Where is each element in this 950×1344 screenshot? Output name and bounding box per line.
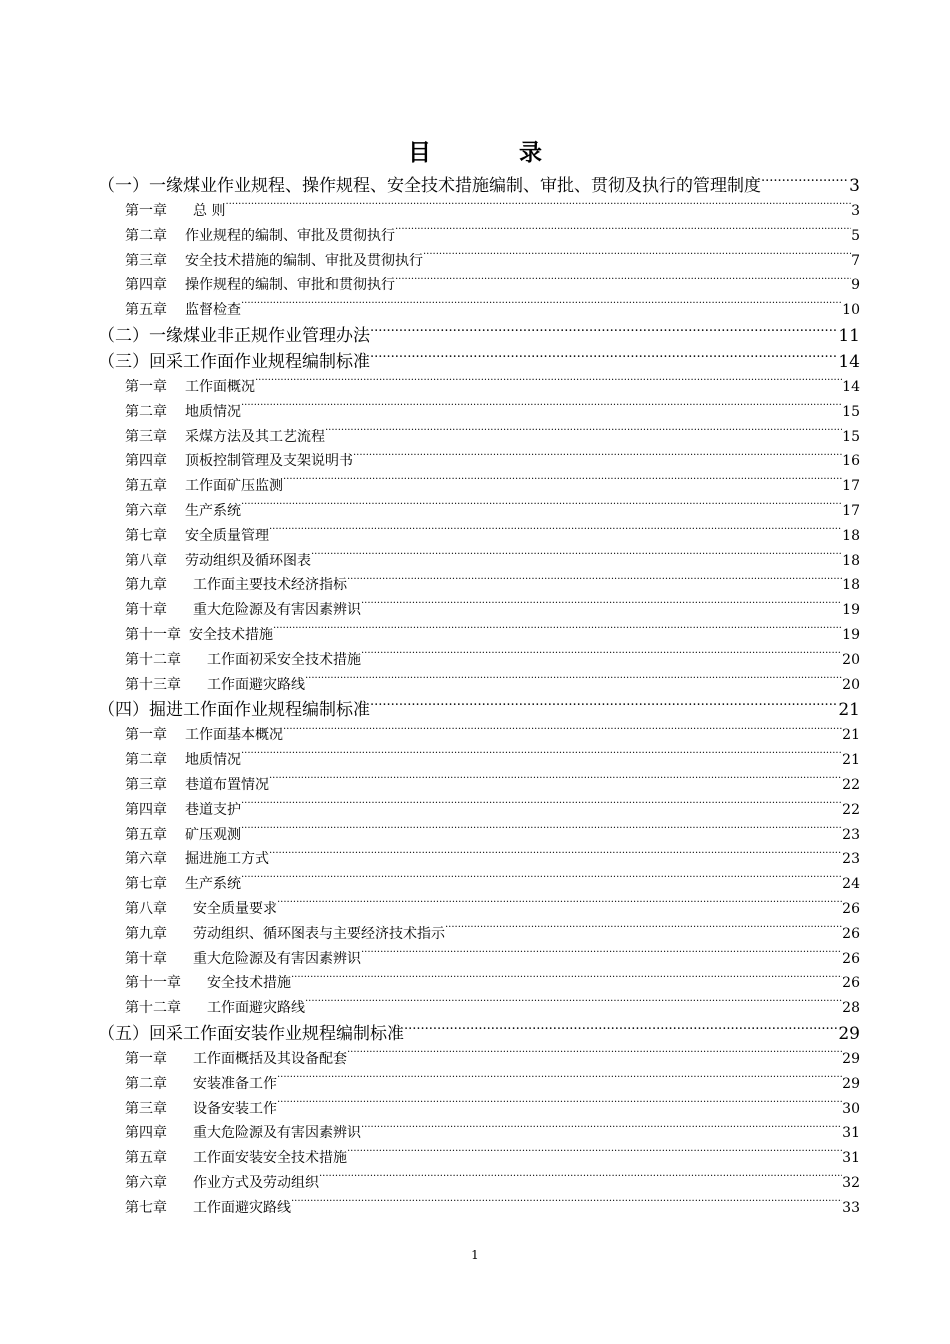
toc-page-number: 33: [842, 1199, 860, 1216]
toc-chapter-title: 监督检查: [185, 302, 241, 319]
page-number: 1: [471, 1248, 479, 1262]
toc-chapter-entry[interactable]: [98, 922, 860, 947]
toc-chapter-title: 安全技术措施: [207, 975, 291, 992]
toc-chapter-entry[interactable]: [98, 425, 860, 450]
toc-chapter-entry[interactable]: [98, 1047, 860, 1072]
toc-chapter-entry[interactable]: [98, 499, 860, 524]
toc-chapter-entry[interactable]: [98, 1097, 860, 1122]
toc-chapter-number: 第十二章: [125, 651, 181, 668]
toc-section-entry[interactable]: [98, 323, 860, 349]
toc-page-number: 7: [851, 252, 860, 269]
toc-page-number: 30: [842, 1100, 860, 1117]
toc-page-number: 23: [842, 851, 860, 868]
toc-chapter-title: 工作面矿压监测: [185, 478, 283, 495]
toc-chapter-number: 第四章: [125, 1125, 167, 1142]
toc-chapter-entry[interactable]: [98, 400, 860, 425]
toc-chapter-entry[interactable]: [98, 1146, 860, 1171]
dot-leader: [269, 775, 842, 789]
toc-chapter-title: 工作面概括及其设备配套: [193, 1050, 347, 1067]
toc-page-number: 26: [842, 950, 860, 967]
toc-page-number: 29: [842, 1050, 860, 1067]
toc-chapter-number: 第六章: [125, 851, 167, 868]
toc-chapter-number: 第一章: [125, 378, 167, 395]
toc-page-number: 24: [842, 876, 860, 893]
dot-leader: [361, 600, 842, 614]
toc-chapter-number: 第四章: [125, 453, 167, 470]
dot-leader: [241, 750, 842, 764]
toc-page-number: 23: [842, 826, 860, 843]
dot-leader: [277, 1074, 842, 1088]
dot-leader: [423, 251, 851, 265]
toc-chapter-title: 工作面主要技术经济指标: [193, 577, 347, 594]
dot-leader: [277, 899, 842, 913]
toc-chapter-entry[interactable]: [98, 524, 860, 549]
toc-chapter-title: 作业规程的编制、审批及贯彻执行: [185, 227, 395, 244]
toc-chapter-title: 矿压观测: [185, 826, 241, 843]
toc-chapter-number: 第八章: [125, 552, 167, 569]
dot-leader: [241, 874, 842, 888]
dot-leader: [361, 650, 842, 664]
toc-chapter-number: 第八章: [125, 900, 167, 917]
toc-chapter-title: 采煤方法及其工艺流程: [185, 428, 325, 445]
toc-section-entry[interactable]: [98, 173, 860, 199]
toc-page-number: 20: [842, 676, 860, 693]
toc-chapter-number: 第二章: [125, 403, 167, 420]
toc-chapter-title: 劳动组织、循环图表与主要经济技术指示: [193, 925, 445, 942]
toc-page-number: 19: [842, 602, 860, 619]
toc-page-number: 15: [842, 403, 860, 420]
toc-page-number: 17: [842, 502, 860, 519]
toc-chapter-entry[interactable]: [98, 449, 860, 474]
toc-chapter-number: 第二章: [125, 1075, 167, 1092]
toc-chapter-number: 第十章: [125, 602, 167, 619]
toc-chapter-number: 第七章: [125, 527, 167, 544]
toc-chapter-number: 第一章: [125, 203, 167, 219]
toc-chapter-title: 工作面安装安全技术措施: [193, 1150, 347, 1167]
dot-leader: [283, 725, 842, 739]
toc-chapter-title: 顶板控制管理及支架说明书: [185, 453, 353, 470]
dot-leader: [241, 800, 842, 814]
toc-chapter-entry[interactable]: [98, 673, 860, 698]
toc-page-number: 3: [851, 203, 860, 219]
toc-chapter-entry[interactable]: [98, 573, 860, 598]
toc-page-number: 16: [842, 453, 860, 470]
toc-chapter-title: 安全质量要求: [193, 900, 277, 917]
toc-page-number: 14: [838, 351, 860, 372]
toc-chapter-title: 工作面初采安全技术措施: [207, 651, 361, 668]
toc-page-number: 21: [842, 727, 860, 744]
toc-chapter-number: 第二章: [125, 227, 167, 244]
toc-page-number: 5: [851, 227, 860, 244]
toc-page-number: 26: [842, 925, 860, 942]
toc-chapter-entry[interactable]: [98, 375, 860, 400]
toc-chapter-entry[interactable]: [98, 199, 860, 224]
dot-leader: [225, 201, 851, 215]
dot-leader: [241, 825, 842, 839]
dot-leader: [311, 551, 842, 565]
table-of-contents: [98, 173, 860, 1220]
dot-leader: [347, 1148, 842, 1162]
toc-page-number: 21: [842, 752, 860, 769]
toc-page-number: 3: [849, 176, 860, 196]
toc-chapter-number: 第五章: [125, 1150, 167, 1167]
toc-section-label: （四）掘进工作面作业规程编制标准: [98, 700, 370, 721]
dot-leader: [347, 575, 842, 589]
dot-leader: [395, 275, 851, 289]
toc-page-number: 28: [842, 1000, 860, 1017]
dot-leader: [291, 1198, 842, 1212]
toc-chapter-entry[interactable]: [98, 1196, 860, 1221]
toc-chapter-title: 巷道布置情况: [185, 776, 269, 793]
toc-chapter-number: 第三章: [125, 1100, 167, 1117]
toc-chapter-entry[interactable]: [98, 474, 860, 499]
toc-chapter-title: 作业方式及劳动组织: [193, 1174, 319, 1191]
toc-chapter-number: 第四章: [125, 277, 167, 294]
toc-chapter-title: 工作面概况: [185, 378, 255, 395]
dot-leader: [395, 226, 851, 240]
toc-chapter-number: 第十三章: [125, 676, 181, 693]
toc-page-number: 19: [842, 626, 860, 643]
toc-page-number: 22: [842, 776, 860, 793]
dot-leader: [269, 849, 842, 863]
dot-leader: [370, 698, 838, 715]
dot-leader: [305, 675, 842, 689]
toc-chapter-entry[interactable]: [98, 1121, 860, 1146]
dot-leader: [269, 526, 842, 540]
toc-page-number: 26: [842, 900, 860, 917]
toc-page-number: 29: [842, 1075, 860, 1092]
toc-page-number: 21: [838, 700, 860, 721]
toc-chapter-title: 地质情况: [185, 403, 241, 420]
toc-chapter-number: 第十章: [125, 950, 167, 967]
toc-page-number: 26: [842, 975, 860, 992]
toc-chapter-number: 第九章: [125, 925, 167, 942]
toc-chapter-title: 重大危险源及有害因素辨识: [193, 602, 361, 619]
toc-chapter-entry[interactable]: [98, 723, 860, 748]
dot-leader: [241, 501, 842, 515]
toc-chapter-entry[interactable]: [98, 897, 860, 922]
toc-chapter-title: 安全技术措施: [189, 626, 273, 643]
toc-chapter-number: 第十一章: [125, 975, 181, 992]
toc-section-label: （三）回采工作面作业规程编制标准: [98, 351, 370, 372]
toc-chapter-entry[interactable]: [98, 872, 860, 897]
dot-leader: [370, 350, 838, 367]
toc-chapter-entry[interactable]: [98, 598, 860, 623]
toc-chapter-number: 第九章: [125, 577, 167, 594]
dot-leader: [347, 1049, 842, 1063]
dot-leader: [325, 427, 842, 441]
toc-chapter-entry[interactable]: [98, 971, 860, 996]
toc-chapter-title: 生产系统: [185, 876, 241, 893]
dot-leader: [319, 1173, 842, 1187]
toc-chapter-title: 地质情况: [185, 752, 241, 769]
toc-chapter-entry[interactable]: [98, 847, 860, 872]
toc-chapter-title: 总 则: [193, 203, 226, 219]
toc-section-label: （五）回采工作面安装作业规程编制标准: [98, 1023, 404, 1044]
toc-chapter-number: 第五章: [125, 478, 167, 495]
toc-chapter-title: 工作面避灾路线: [193, 1199, 291, 1216]
toc-chapter-number: 第三章: [125, 252, 167, 269]
toc-section-entry[interactable]: [98, 697, 860, 723]
toc-chapter-number: 第一章: [125, 1050, 167, 1067]
toc-chapter-entry[interactable]: [98, 773, 860, 798]
dot-leader: [353, 451, 842, 465]
toc-page-number: 18: [842, 527, 860, 544]
dot-leader: [255, 377, 842, 391]
toc-page-number: 20: [842, 651, 860, 668]
toc-chapter-entry[interactable]: [98, 249, 860, 274]
dot-leader: [761, 174, 849, 191]
toc-chapter-number: 第三章: [125, 428, 167, 445]
toc-title: 目 录: [407, 139, 582, 166]
toc-section-entry[interactable]: [98, 349, 860, 375]
toc-chapter-title: 安装准备工作: [193, 1075, 277, 1092]
toc-chapter-number: 第五章: [125, 826, 167, 843]
toc-chapter-title: 重大危险源及有害因素辨识: [193, 1125, 361, 1142]
toc-chapter-title: 设备安装工作: [193, 1100, 277, 1117]
toc-page-number: 17: [842, 478, 860, 495]
toc-section-label: （一）一缘煤业作业规程、操作规程、安全技术措施编制、审批、贯彻及执行的管理制度: [98, 176, 761, 196]
toc-chapter-entry[interactable]: [98, 1171, 860, 1196]
toc-chapter-number: 第七章: [125, 1199, 167, 1216]
toc-page-number: 14: [842, 378, 860, 395]
toc-chapter-number: 第四章: [125, 801, 167, 818]
toc-chapter-number: 第五章: [125, 302, 167, 319]
dot-leader: [241, 402, 842, 416]
toc-chapter-entry[interactable]: [98, 798, 860, 823]
dot-leader: [361, 949, 842, 963]
dot-leader: [273, 625, 842, 639]
dot-leader: [291, 973, 842, 987]
toc-chapter-entry[interactable]: [98, 648, 860, 673]
dot-leader: [445, 924, 842, 938]
toc-section-label: （二）一缘煤业非正规作业管理办法: [98, 325, 370, 346]
toc-chapter-title: 劳动组织及循环图表: [185, 552, 311, 569]
toc-section-entry[interactable]: [98, 1021, 860, 1047]
toc-page-number: 32: [842, 1174, 860, 1191]
toc-chapter-entry[interactable]: [98, 748, 860, 773]
dot-leader: [277, 1099, 842, 1113]
dot-leader: [283, 476, 842, 490]
toc-chapter-number: 第二章: [125, 752, 167, 769]
toc-chapter-title: 安全技术措施的编制、审批及贯彻执行: [185, 252, 423, 269]
toc-chapter-entry[interactable]: [98, 298, 860, 323]
dot-leader: [305, 998, 842, 1012]
toc-page-number: 18: [842, 577, 860, 594]
toc-page-number: 15: [842, 428, 860, 445]
toc-chapter-entry[interactable]: [98, 947, 860, 972]
toc-page-number: 31: [842, 1150, 860, 1167]
toc-chapter-title: 掘进施工方式: [185, 851, 269, 868]
toc-chapter-entry[interactable]: [98, 996, 860, 1021]
toc-page-number: 29: [838, 1023, 860, 1044]
dot-leader: [370, 324, 838, 341]
toc-page-number: 9: [851, 277, 860, 294]
toc-chapter-number: 第七章: [125, 876, 167, 893]
toc-chapter-number: 第十二章: [125, 1000, 181, 1017]
toc-chapter-entry[interactable]: [98, 823, 860, 848]
dot-leader: [404, 1022, 838, 1039]
dot-leader: [361, 1123, 842, 1137]
toc-chapter-title: 工作面避灾路线: [207, 1000, 305, 1017]
toc-chapter-title: 生产系统: [185, 502, 241, 519]
toc-chapter-number: 第一章: [125, 727, 167, 744]
toc-chapter-title: 操作规程的编制、审批和贯彻执行: [185, 277, 395, 294]
toc-chapter-entry[interactable]: [98, 273, 860, 298]
toc-chapter-title: 安全质量管理: [185, 527, 269, 544]
toc-page-number: 10: [842, 302, 860, 319]
toc-chapter-entry[interactable]: [98, 224, 860, 249]
toc-chapter-entry[interactable]: [98, 623, 860, 648]
toc-page-number: 31: [842, 1125, 860, 1142]
toc-chapter-number: 第三章: [125, 776, 167, 793]
toc-chapter-number: 第六章: [125, 1174, 167, 1191]
toc-chapter-title: 重大危险源及有害因素辨识: [193, 950, 361, 967]
toc-page-number: 11: [838, 325, 860, 346]
toc-chapter-title: 工作面基本概况: [185, 727, 283, 744]
toc-chapter-number: 第十一章: [125, 626, 181, 643]
toc-chapter-entry[interactable]: [98, 549, 860, 574]
toc-page-number: 18: [842, 552, 860, 569]
toc-chapter-entry[interactable]: [98, 1072, 860, 1097]
toc-page-number: 22: [842, 801, 860, 818]
toc-chapter-title: 巷道支护: [185, 801, 241, 818]
toc-chapter-number: 第六章: [125, 502, 167, 519]
toc-chapter-title: 工作面避灾路线: [207, 676, 305, 693]
dot-leader: [241, 300, 842, 314]
